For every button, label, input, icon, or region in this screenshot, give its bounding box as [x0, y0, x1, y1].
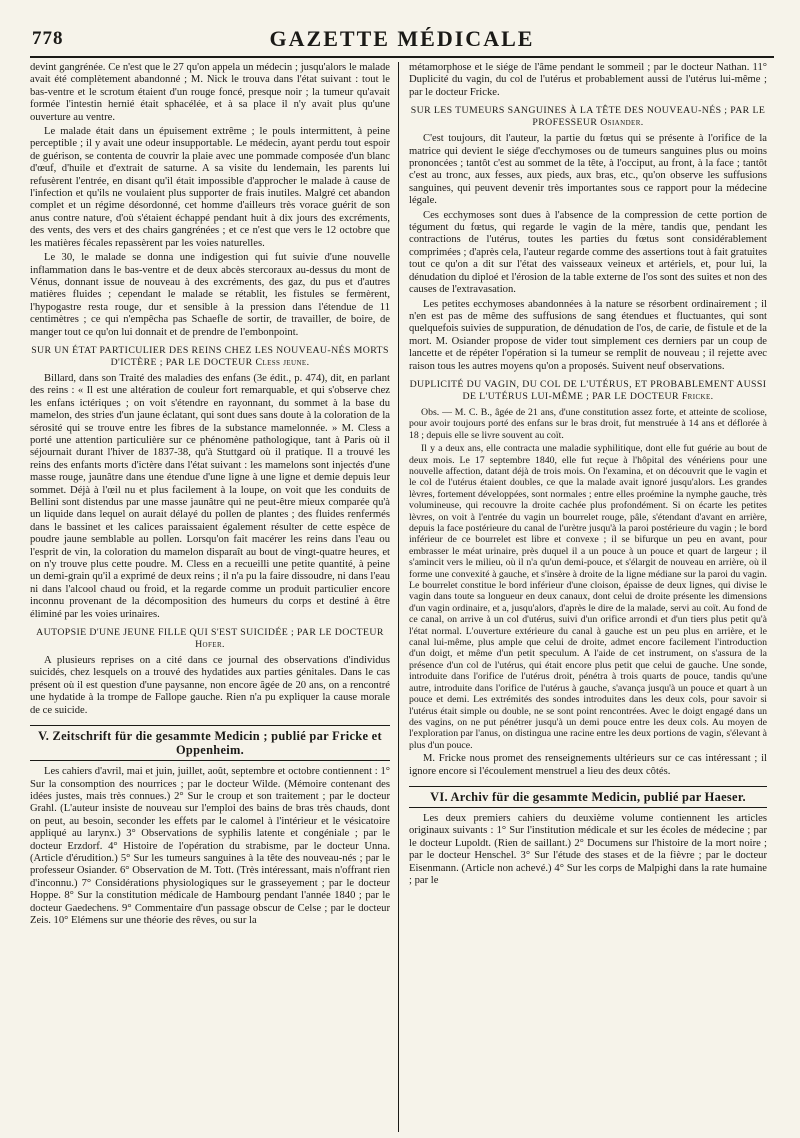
section-title [409, 105, 767, 129]
journal-section-heading: VI. Archiv für die gesammte Medicin, publié par Haeser. [409, 786, 767, 808]
section-author: Osiander. [600, 117, 644, 129]
paragraph: Ces ecchymoses sont dues à l'absence de la compression de cette portion de tégument du fœtus, qui regarde le vagin de la mère, tandis que, pendant les contractions de l'utérus, toutes les parties du fœtus sont considérablement comprimées ; d'après cela, l'auteur regarde comme des assertions tout à fait gratuites tout ce qu'on a dit sur l'état des vaisseaux veineux et artériels, et, pour lui, la dénudation du diploé et l'érosion de la table externe de l'os sont des suites et non des causes de l'extravasation. [409, 209, 767, 296]
section-title-text: SUR UN ÉTAT PARTICULIER DES REINS CHEZ LES NOUVEAU-NÉS MORTS D'ICTÈRE ; PAR LE DOCTEUR [31, 344, 389, 368]
paragraph: Obs. — M. C. B., âgée de 21 ans, d'une constitution assez forte, et atteinte de scoliose, pour avoir toujours porté des enfans sur le bras droit, fut menstruée à 14 ans et déflorée à 18 ; depuis elle se livre souvent au coït. [409, 406, 767, 441]
paragraph: métamorphose et le siége de l'âme pendant le sommeil ; par le docteur Nathan. 11° Duplicité du vagin, du col de l'utérus et probablement aussi de l'utérus lui-même ; par le docteur Fricke. [409, 62, 767, 98]
section-title-text: SUR LES TUMEURS SANGUINES À LA TÊTE DES NOUVEAU-NÉS ; PAR LE PROFESSEUR [410, 105, 766, 129]
journal-section-heading: V. Zeitschrift für die gesammte Medicin ; publié par Fricke et Oppenheim. [30, 725, 390, 761]
left-column [30, 62, 398, 1132]
section-title [30, 345, 390, 369]
paragraph: devint gangrénée. Ce n'est que le 27 qu'on appela un médecin ; jusqu'alors le malade avait été complètement abandonné ; M. Nick le trouva dans l'état suivant : tout le bas-ventre et le scrotum étaient d'un rouge foncé, presque noir ; la tumeur qu'avait formée l'intestin hernié était sphacélée, et à sa place il n'y avait plus qu'une ouverture au ventre. [30, 62, 390, 123]
paragraph: Le malade était dans un épuisement extrême ; le pouls intermittent, à peine perceptible ; il y avait une odeur insupportable. Le médecin, ayant perdu tout espoir de guérison, se contenta de couvrir la plaie avec une pommade composée d'un blanc d'œuf, d'huile et d'extrait de saturne. A sa visite du lendemain, les parents lui refusèrent l'entrée, en disant qu'il était impossible d'approcher le malade à cause de l'infection et qu'ils ne voulaient plus supporter de frais inutiles. Malgré cet abandon complet et un régime désordonné, cet homme d'ailleurs très vorace guérit de son anus contre nature, d'où s'étaient échappé pendant huit à dix jours des excréments, des vents, des vers et des chairs gangrénées ; et ce n'est que vers le 12 octobre que les matières fécales repassèrent par les voies naturelles. [30, 126, 390, 249]
paragraph: Les petites ecchymoses abandonnées à la nature se résorbent ordinairement ; il n'en est pas de même des suffusions de sang étendues et fluctuantes, qui sont quelquefois suivies de suppuration, de dénudation de l'os, de carie, de fistule et de la mort. M. Osiander propose de vider tout simplement ces derniers par un coup de lancette et de répéter l'opération si la tumeur se remplit de nouveau ; il rejette avec raison tous les autres moyens qu'on a proposés. Suivent neuf observations. [409, 298, 767, 372]
journal-title: GAZETTE MÉDICALE [269, 26, 535, 51]
section-author: Fricke. [681, 390, 714, 402]
paragraph: Billard, dans son Traité des maladies des enfans (3e édit., p. 474), dit, en parlant des reins : « Il est une altération de couleur fort remarquable, et qui s'observe chez les enfans ictériques ; on voit s'étendre en rayonnant, du sommet à la base du mamelon, des stries d'un jaune éclatant, qui sont dues sans doute à la coloration de la sérosité qui se trouve entre les fibres de la substance mamelonnée. » M. Cless a porté une attention particulière sur ce phénomène pathologique, tant à Paris où il séjournait durant l'hiver de 1837-38, qu'à Stuttgard où il pratique. Il a trouvé les reins des enfants morts d'ictère dans l'état suivant : les mamelons sont injectés d'une masse rouge, jaunâtre dans une étendue d'une ligne à une ligne et demie depuis leur sommet. Déjà à l'œil nu et plus facilement à la loupe, on voit que les conduits de Bellini sont distendus par une masse jaunâtre qui ne peut-être mieux comparée qu'à un liquide dans lequel on aurait délayé du pollen de plantes ; des fluides renfermés dans le bassinet et les calices paraissaient également résulter de cette espèce de poudre jaune semblable au pollen. Lorsqu'on fait macérer les reins dans l'eau ou l'esprit de vin, la coloration du mamelon disparaît au bout de vingt-quatre heures, et on n'y trouve plus cette poudre. M. Cless en a recueilli une petite quantité, à peine un demi-grain qu'il a exprimé de deux reins ; il n'a pu la faire dissoudre, ni dans l'eau ni dans l'alcool chaud ou froid, et la regarde comme un produit particulier encore inconnu provenant de la décomposition des humeurs du corps et destiné à être éliminé par les voies urinaires. [30, 372, 390, 620]
section-author: Hofer. [195, 639, 225, 651]
paragraph: Le 30, le malade se donna une indigestion qui fut suivie d'une nouvelle inflammation dans le bas-ventre et de deux abcès stercoraux au-dessus du mont de Vénus, donnant issue de nouveau à des excréments, des gaz, du pus et d'autres matières fluides ; cependant le malade se rétablit, les fistules se fermèrent, l'hypogastre resta rouge, dur et sensible à la pression dans l'étendue de 11 centimètres ; ce qui n'empêcha pas Schaefle de sortir, de travailler, de boire, de manger tout ce qu'on lui donnait et de prendre de l'embonpoint. [30, 252, 390, 338]
paragraph: Les cahiers d'avril, mai et juin, juillet, août, septembre et octobre contiennent : 1° Sur la consomption des nourrices ; par le docteur Wilde. (Mémoire contenant des idées justes, mais très connues.) 2° Sur le croup et son traitement ; par le docteur Grahl. (L'auteur insiste de nouveau sur l'emploi des bains de bras très chauds, dont on peut, au besoin, seconder les effets par le calomel à l'intérieur et le vésicatoire appliqué au larynx.) 3° Observations de syphilis latente et congéniale ; par le docteur Erzdorf. 4° Histoire de l'opération du strabisme, par le docteur Unna. (Article d'érudition.) 5° Sur les tumeurs sanguines à la tête des nouveau-nés ; par le professeur Osiander. 6° Observation de M. Tott. (Très intéressant, mais n'offrant rien d'inconnu.) 7° Considérations physiologiques sur le grasseyement ; par le docteur Hoppe. 8° Sur la constitution médicale de Hambourg pendant l'année 1840 ; par le docteur Gaedechens. 9° Commentaire d'un passage obscur de Celse ; par le docteur Zeis. 10° Elémens sur une théorie des rêves, ou sur la [30, 766, 390, 926]
section-title-text: DUPLICITÉ DU VAGIN, DU COL DE L'UTÉRUS, ET PROBABLEMENT AUSSI DE L'UTÉRUS LUI-MÊME ; PAR LE DOCTEUR [409, 378, 767, 402]
paragraph: C'est toujours, dit l'auteur, la partie du fœtus qui se présente à l'orifice de la matrice qui devient le siége d'ecchymoses ou de tumeurs sanguines plus ou moins prononcées ; tantôt c'est au sommet de la tête, à l'occiput, au front, à la face ; tantôt c'est au tronc, aux fesses, aux pieds, aux bras, etc., qu'on observe les suffusions sanguines, qui peuvent devenir très importantes sous ce rapport pour la médecine légale. [409, 133, 767, 207]
paragraph: M. Fricke nous promet des renseignements ultérieurs sur ce cas intéressant ; il ignore encore si l'écoulement menstruel a lieu des deux côtés. [409, 753, 767, 777]
section-title [409, 379, 767, 403]
paragraph: A plusieurs reprises on a cité dans ce journal des observations d'individus suicidés, chez lesquels on a trouvé des hydatides aux parties génitales. Dans le cas présent où il est question d'une paysanne, non encore âgée de 20 ans, on a rencontré une hydatide à la trompe de Fallope gauche. Rien n'a pu expliquer la cause morale de ce suicide. [30, 655, 390, 716]
section-author: Cless jeune. [255, 356, 310, 368]
paragraph: Il y a deux ans, elle contracta une maladie syphilitique, dont elle fut guérie au bout de deux mois. Le 17 septembre 1840, elle fut reçue à l'hôpital des vénériens pour une nouvelle affection, datant déjà de trois mois. On l'examina, et on découvrit que le vagin et le col de l'utérus étaient doubles, ce que la malade avait ignoré jusqu'alors. Les grandes lèvres, fortement développées, sont normales ; entre elles proémine la nymphe gauche, très volumineuse, qui recouvre la droite cachée plus profondément. Si on écarte les petites lèvres, on voit à l'entrée du vagin un bourrelet rouge, pâle, s'étendant d'avant en arrière, depuis la face postérieure du canal de l'urètre jusqu'à la paroi postérieure du vagin ; le bord inférieur de ce bourrelet est libre et convexe ; il se bifurque un peu en avant, pour embrasser le méat urinaire, près duquel il a un pouce à un pouce et quart de largeur ; il s'amincit vers le milieu, où il n'a qu'un demi-pouce, et s'élargit de nouveau en arrière, où il forme une convexité à gauche, et s'insère à droite de la ligne médiane sur la paroi du vagin. Le bourrelet constitue le bord inférieur d'une cloison, épaisse de deux lignes, qui divise le vagin dans toute sa longueur en deux canaux, dont celui de droite présente les dimensions d'un vagin ordinaire, et a, jusqu'alors, d'après le dire de la malade, servi au coït. Au fond de ce canal, on arrive à un col d'utérus, suivi d'un orifice arrondi et d'un tiers plus petit qu'à l'état normal. L'ouverture extérieure du canal à gauche est un peu plus en arrière, et le canal lui-même, plus ample que celui de droite, admet encore facilement l'introduction d'un doigt, et même d'un petit speculum. A l'aide de cet instrument, on s'assura de la présence d'un col de l'utérus, qui était encore plus petit que celui de gauche. Une sonde, introduite dans l'orifice de l'utérus droit, pénétra à trois quarts de pouce, tandis qu'une autre, introduite dans l'orifice de l'utérus à gauche, s'avança jusqu'à un pouce et quart à un pouce et demi. Les extrémités des sondes introduites dans les deux cols, pour savoir si l'utérus était simple ou double, ne se sont point rencontrées. Avec le doigt engagé dans un des vagins, on ne put pénétrer jusqu'à un demi pouce entre les deux cols. Au moyen de l'exploration par l'anus, on distingua une racine entre les deux portions de vagin, s'élevant à plus d'un pouce. [409, 443, 767, 751]
page-number: 778 [32, 28, 64, 49]
text-columns [30, 62, 774, 1132]
section-title [30, 627, 390, 651]
section-title-text: AUTOPSIE D'UNE JEUNE FILLE QUI S'EST SUICIDÉE ; PAR LE DOCTEUR [36, 627, 384, 639]
page-header [30, 22, 774, 58]
paragraph: Les deux premiers cahiers du deuxième volume contiennent les articles originaux suivants : 1° Sur l'institution médicale et sur les écoles de médecine ; par le docteur Lupoldt. (Rien de saillant.) 2° Documens sur l'histoire de la mort noire ; par le docteur Henschel. 3° Sur l'étude des stases et de la fièvre ; par le docteur Eisenmann. (Article non achevé.) 4° Sur les corps de Malpighi dans la rate humaine ; par le [409, 812, 767, 886]
right-column [399, 62, 767, 1132]
observation-block [409, 407, 767, 751]
